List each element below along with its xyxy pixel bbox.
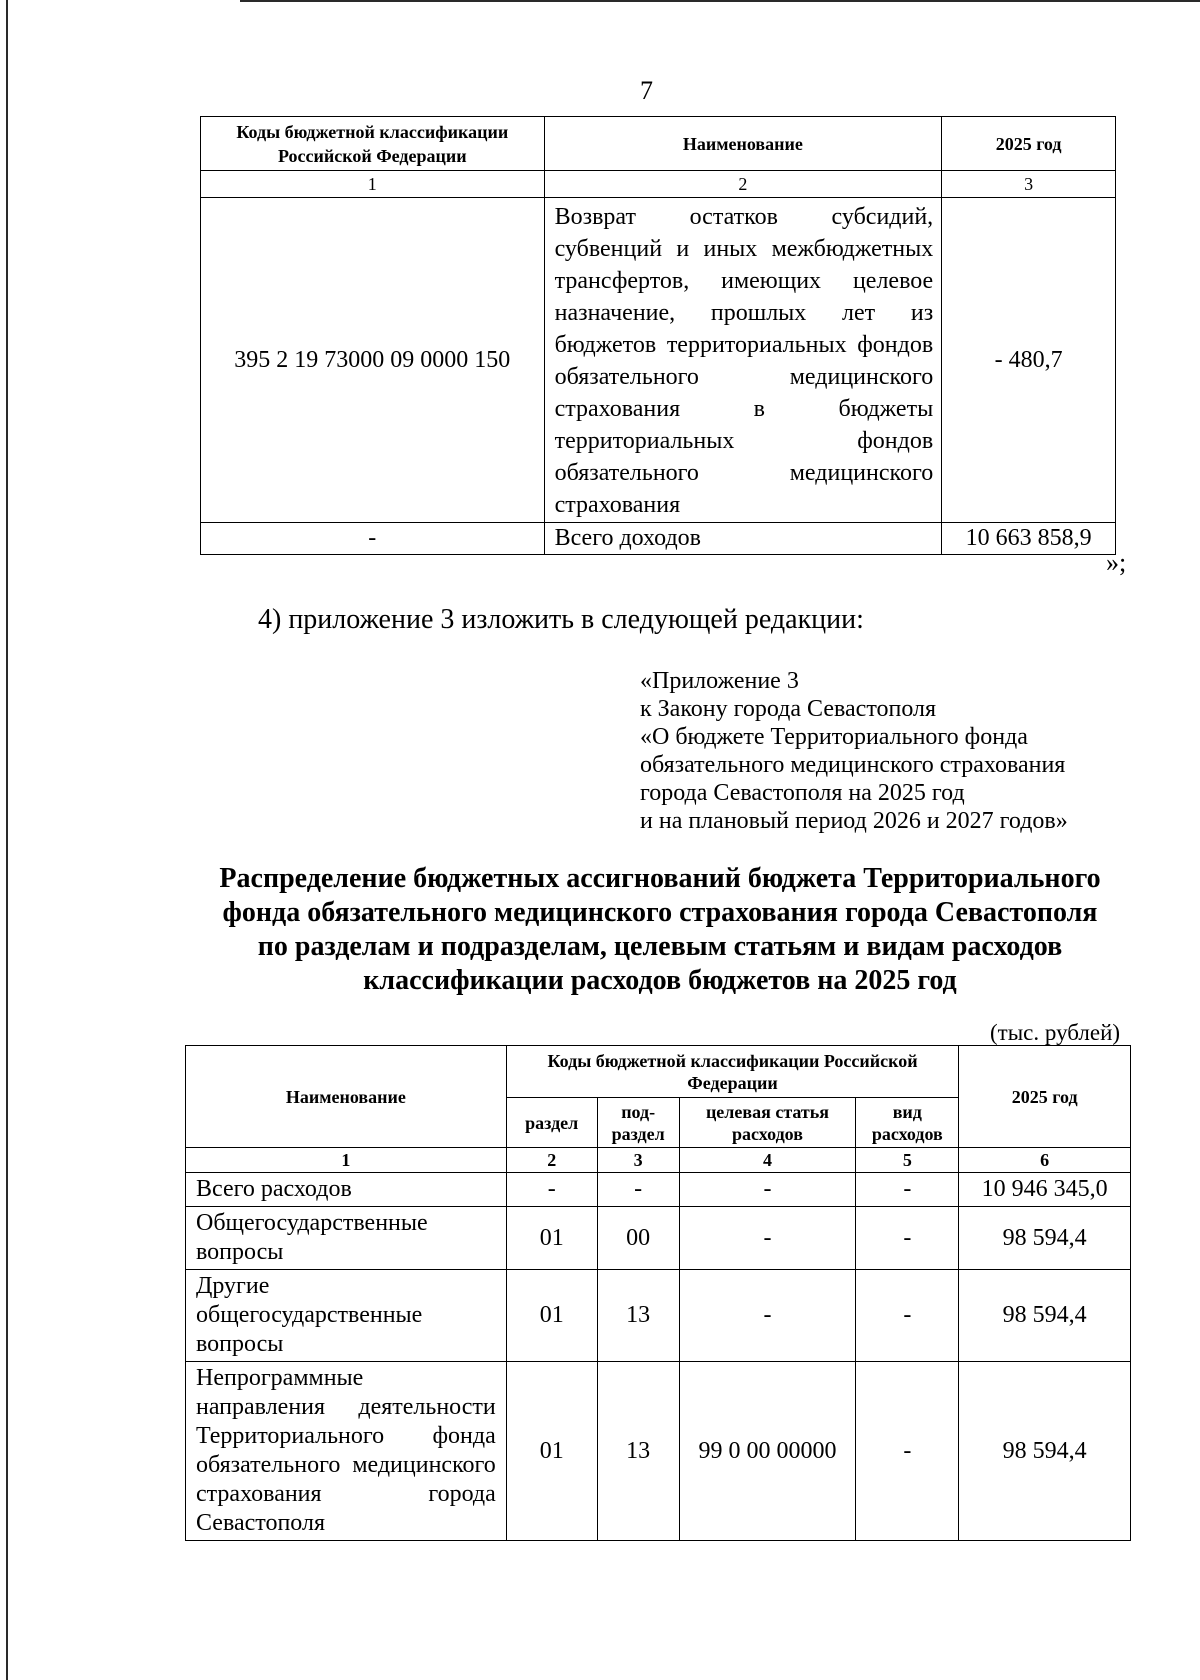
index-cell: 1 [201,171,545,198]
revenue-table [200,116,1116,555]
total-name: Всего доходов [544,523,942,555]
header-name: Наименование [544,117,942,171]
budget-code: 395 2 19 73000 09 0000 150 [201,198,545,523]
name-line: Возврат остатков субсидий, [554,204,934,230]
appendix-line: обязательного медицинского страхования [640,752,1066,778]
index-cell: 3 [597,1148,679,1173]
name-line: бюджетов территориальных фондов [554,332,934,358]
row-kind: - [856,1173,959,1207]
name-line: обязательного медицинского [554,364,934,390]
appendix-line: «Приложение 3 [640,668,799,694]
page-number: 7 [640,76,653,105]
table-index-row [186,1148,1131,1173]
total-value: 10 663 858,9 [942,523,1116,555]
index-cell: 2 [506,1148,597,1173]
index-cell: 1 [186,1148,507,1173]
table-row [201,198,1116,523]
document-title [200,862,1120,998]
row-kind: - [856,1207,959,1270]
title-line: по разделам и подразделам, целевым статьям и видам расходов [257,931,1063,962]
appendix-line: «О бюджете Территориального фонда [640,724,1028,750]
index-cell: 2 [544,171,942,198]
closing-quote: »; [1106,548,1127,577]
header-codes: Коды бюджетной классификации Российской Федерации [201,117,545,171]
row-target: 99 0 00 00000 [679,1362,856,1541]
row-target: - [679,1173,856,1207]
header-year: 2025 год [942,117,1116,171]
row-name: Другие общегосударственные вопросы [186,1270,507,1362]
index-cell: 4 [679,1148,856,1173]
name-line: территориальных фондов [554,428,934,454]
appendix-line: к Закону города Севастополя [640,696,937,722]
name-line: страхования [554,492,681,518]
row-subsection: 13 [597,1270,679,1362]
table-header-row [201,117,1116,171]
row-subsection: - [597,1173,679,1207]
total-row [201,523,1116,555]
row-kind: - [856,1362,959,1541]
header-subsection: под-раздел [597,1098,679,1148]
title-line: фонда обязательного медицинского страхования города Севастополя [222,897,1098,928]
index-cell: 5 [856,1148,959,1173]
row-value: 98 594,4 [959,1362,1131,1541]
appendix-line: и на плановый период 2026 и 2027 годов» [640,808,1068,834]
row-name: Общегосударственные вопросы [186,1207,507,1270]
name-line: страхования в бюджеты [554,396,934,422]
row-value: 98 594,4 [959,1270,1131,1362]
row-subsection: 00 [597,1207,679,1270]
appendix-line: города Севастополя на 2025 год [640,780,965,806]
title-line: Распределение бюджетных ассигнований бюджета Территориального [219,863,1101,894]
table-row [186,1362,1131,1541]
row-value: 10 946 345,0 [959,1173,1131,1207]
row-value: 98 594,4 [959,1207,1131,1270]
row-section: 01 [506,1362,597,1541]
expenditure-table [185,1045,1131,1541]
table-header-row [186,1046,1131,1098]
total-code: - [201,523,545,555]
row-section: - [506,1173,597,1207]
name-line: субвенций и иных межбюджетных [554,236,934,262]
row-kind: - [856,1270,959,1362]
header-name: Наименование [186,1046,507,1148]
header-target: целевая статья расходов [679,1098,856,1148]
units-label: (тыс. рублей) [990,1020,1121,1045]
row-section: 01 [506,1270,597,1362]
header-kind: вид расходов [856,1098,959,1148]
row-target: - [679,1207,856,1270]
row-value: - 480,7 [942,198,1116,523]
header-codes: Коды бюджетной классификации Российской Федерации [506,1046,959,1098]
row-subsection: 13 [597,1362,679,1541]
title-line: классификации расходов бюджетов на 2025 год [363,965,957,996]
table-row [186,1173,1131,1207]
scan-border-left [6,0,8,1680]
appendix-heading [640,667,1068,835]
table-row [186,1207,1131,1270]
name-line: трансфертов, имеющих целевое [554,268,934,294]
index-cell: 3 [942,171,1116,198]
row-name: Всего расходов [186,1173,507,1207]
row-section: 01 [506,1207,597,1270]
name-line: назначение, прошлых лет из [554,300,934,326]
amendment-paragraph: 4) приложение 3 изложить в следующей редакции: [258,604,864,635]
row-name [544,198,942,523]
table-index-row [201,171,1116,198]
name-line: обязательного медицинского [554,460,934,486]
header-year: 2025 год [959,1046,1131,1148]
index-cell: 6 [959,1148,1131,1173]
row-name: Непрограммные направления деятельности Территориального фонда обязательного медицинского страхования города Севастополя [186,1362,507,1541]
table-row [186,1270,1131,1362]
row-target: - [679,1270,856,1362]
header-section: раздел [506,1098,597,1148]
scan-border-top [240,0,1200,2]
